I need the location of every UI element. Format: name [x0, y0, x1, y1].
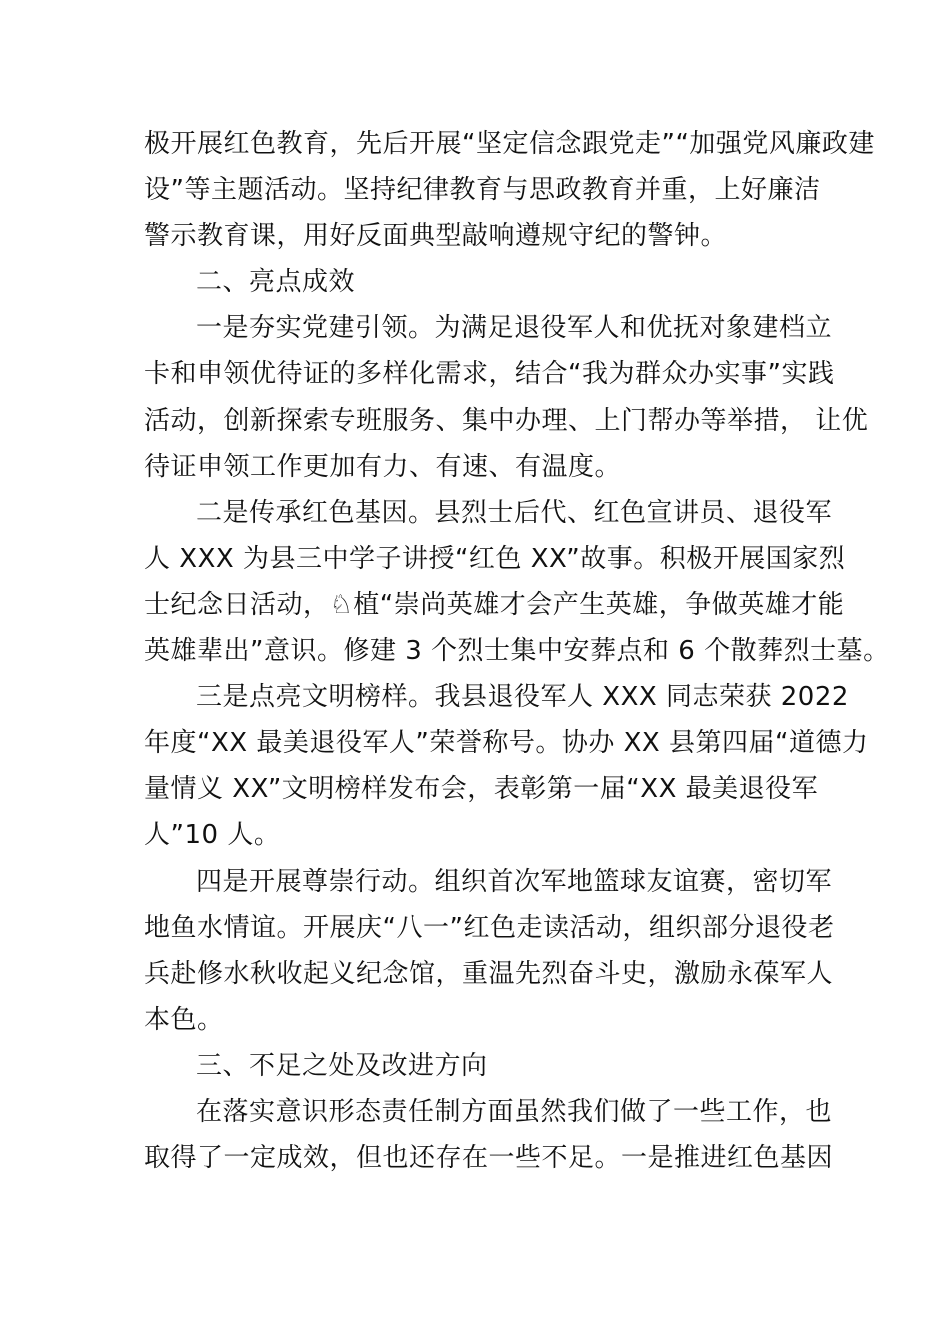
text-line: 三是点亮文明榜样。我县退役军人 XXX 同志荣获 2022 — [196, 682, 849, 713]
text-line: 待证申领工作更加有力、有速、有温度。 — [144, 451, 622, 482]
text-line: 兵赴修水秋收起义纪念馆，重温先烈奋斗史，激励永葆军人 — [144, 958, 834, 989]
text-line: 一是夯实党建引领。为满足退役军人和优抚对象建档立 — [196, 313, 833, 344]
text-line: 警示教育课，用好反面典型敲响遵规守纪的警钟。 — [144, 221, 728, 252]
text-line: 极开展红色教育，先后开展“坚定信念跟党走”“加强党风廉政建 — [144, 129, 875, 159]
text-line: 人”10 人。 — [144, 820, 281, 851]
text-line: 地鱼水情谊。开展庆“八一”红色走读活动，组织部分退役老 — [144, 912, 835, 943]
text-line: 卡和申领优待证的多样化需求，结合“我为群众办实事”实践 — [144, 359, 835, 390]
text-line: 设”等主题活动。坚持纪律教育与思政教育并重，上好廉洁 — [144, 175, 821, 206]
text-line: 英雄辈出”意识。修建 3 个烈士集中安葬点和 6 个散葬烈士墓。 — [144, 636, 890, 667]
document-body — [144, 121, 890, 1181]
text-line: 二是传承红色基因。县烈士后代、红色宣讲员、退役军 — [196, 497, 833, 528]
text-line: 人 XXX 为县三中学子讲授“红色 XX”故事。积极开展国家烈 — [144, 543, 846, 574]
section-heading: 二、亮点成效 — [196, 267, 356, 298]
text-line: 量情义 XX”文明榜样发布会，表彰第一届“XX 最美退役军 — [144, 774, 819, 805]
text-line: 士纪念日活动，♘植“崇尚英雄才会产生英雄，争做英雄才能 — [144, 589, 845, 620]
text-line: 四是开展尊崇行动。组织首次军地篮球友谊赛，密切军 — [196, 866, 833, 897]
text-line: 活动，创新探索专班服务、集中办理、上门帮办等举措， 让优 — [144, 405, 869, 436]
text-line: 在落实意识形态责任制方面虽然我们做了一些工作，也 — [196, 1096, 833, 1127]
section-heading: 三、不足之处及改进方向 — [196, 1050, 488, 1081]
text-line: 本色。 — [144, 1004, 224, 1035]
text-line: 取得了一定成效，但也还存在一些不足。一是推进红色基因 — [144, 1143, 834, 1174]
text-line: 年度“XX 最美退役军人”荣誉称号。协办 XX 县第四届“道德力 — [144, 728, 869, 759]
